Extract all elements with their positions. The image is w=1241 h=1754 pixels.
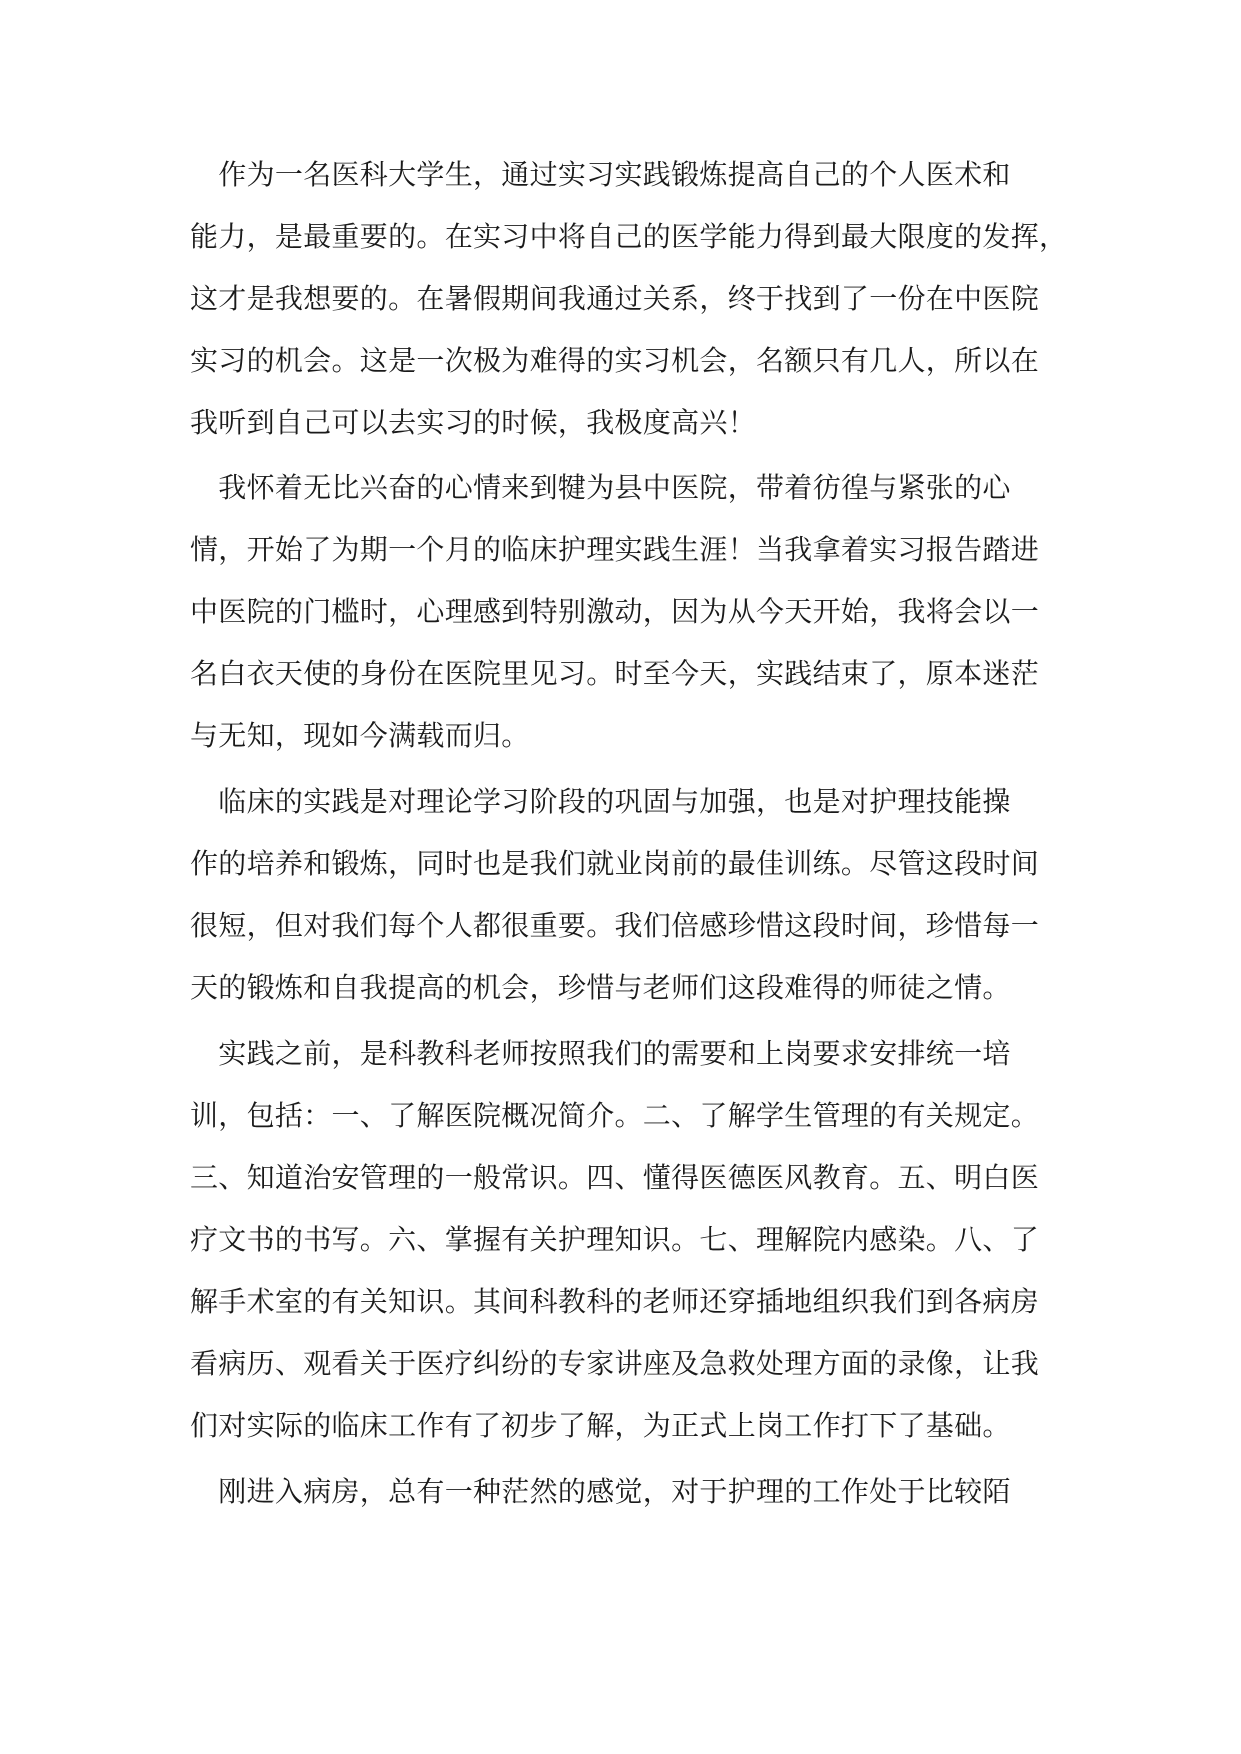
text-line: 作的培养和锻炼，同时也是我们就业岗前的最佳训练。尽管这段时间 [190,847,1040,880]
text-line: 中医院的门槛时，心理感到特别激动，因为从今天开始，我将会以一 [190,595,1040,628]
text-line: 能力，是最重要的。在实习中将自己的医学能力得到最大限度的发挥， [190,220,1068,253]
text-line: 实践之前，是科教科老师按照我们的需要和上岗要求安排统一培 [190,1037,1011,1070]
text-line: 很短，但对我们每个人都很重要。我们倍感珍惜这段时间，珍惜每一 [190,909,1040,942]
text-line: 名白衣天使的身份在医院里见习。时至今天，实践结束了，原本迷茫 [190,657,1040,690]
text-line: 我听到自己可以去实习的时候，我极度高兴！ [190,406,757,439]
text-line: 作为一名医科大学生，通过实习实践锻炼提高自己的个人医术和 [190,158,1011,191]
text-line: 临床的实践是对理论学习阶段的巩固与加强，也是对护理技能操 [190,785,1011,818]
text-line: 刚进入病房，总有一种茫然的感觉，对于护理的工作处于比较陌 [190,1475,1011,1508]
text-line: 三、知道治安管理的一般常识。四、懂得医德医风教育。五、明白医 [190,1161,1040,1194]
text-line: 们对实际的临床工作有了初步了解，为正式上岗工作打下了基础。 [190,1409,1011,1442]
text-line: 这才是我想要的。在暑假期间我通过关系，终于找到了一份在中医院 [190,282,1040,315]
text-line: 疗文书的书写。六、掌握有关护理知识。七、理解院内感染。八、了 [190,1223,1040,1256]
text-line: 看病历、观看关于医疗纠纷的专家讲座及急救处理方面的录像，让我 [190,1347,1040,1380]
text-line: 情，开始了为期一个月的临床护理实践生涯！当我拿着实习报告踏进 [190,533,1040,566]
text-line: 解手术室的有关知识。其间科教科的老师还穿插地组织我们到各病房 [190,1285,1040,1318]
text-line: 实习的机会。这是一次极为难得的实习机会，名额只有几人，所以在 [190,344,1040,377]
text-line: 与无知，现如今满载而归。 [190,719,530,752]
text-line: 我怀着无比兴奋的心情来到犍为县中医院，带着彷徨与紧张的心 [190,471,1011,504]
text-line: 训，包括：一、了解医院概况简介。二、了解学生管理的有关规定。 [190,1099,1040,1132]
text-line: 天的锻炼和自我提高的机会，珍惜与老师们这段难得的师徒之情。 [190,971,1011,1004]
